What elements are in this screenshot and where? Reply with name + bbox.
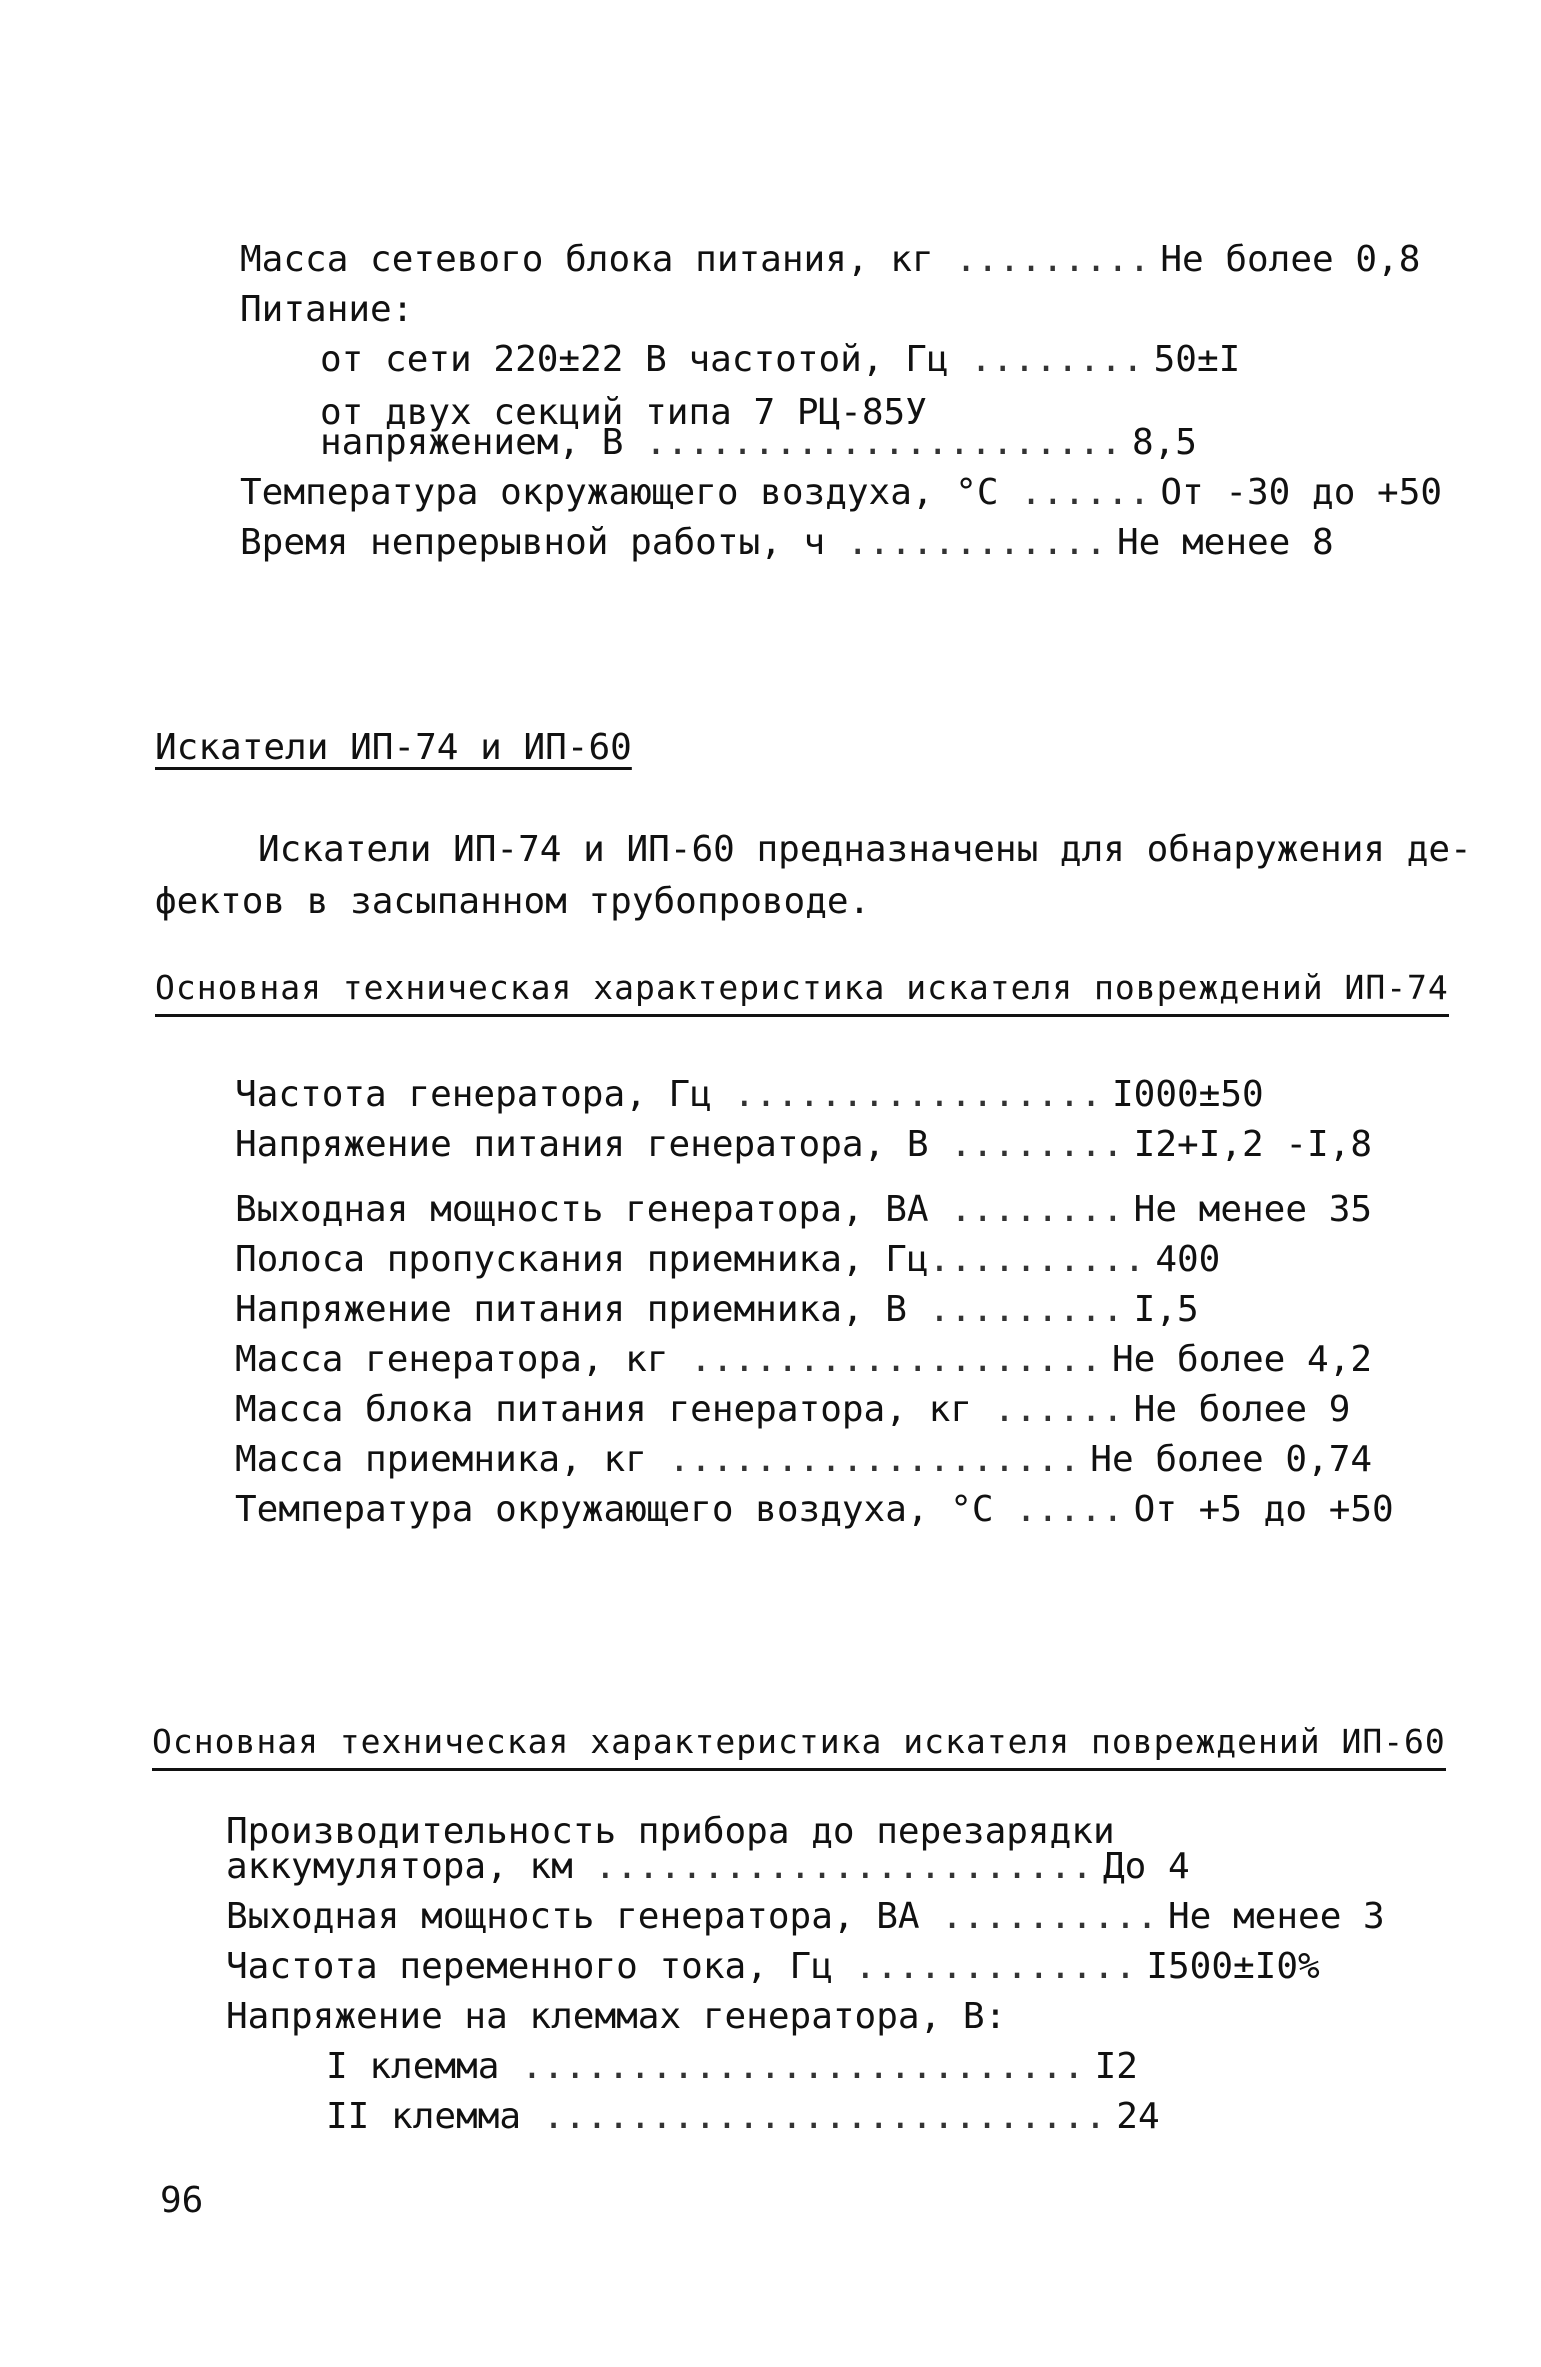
spec-label: Питание:: [240, 289, 414, 330]
spec-row: [320, 340, 1240, 380]
dot-leader: .................: [711, 1075, 1102, 1115]
spec-row: [226, 1897, 1385, 1937]
spec-value: 50±I: [1153, 339, 1241, 380]
spec-row: [235, 1240, 1220, 1280]
dot-leader: ........: [928, 1190, 1124, 1230]
ip74-heading: Основная техническая характеристика искателя повреждений ИП-74: [155, 968, 1449, 1017]
spec-row: [326, 2047, 1138, 2087]
spec-row: [235, 1390, 1350, 1430]
spec-label: Масса приемника, кг: [235, 1439, 647, 1480]
spec-value: Не более 0,8: [1160, 239, 1421, 280]
paragraph-line: Искатели ИП-74 и ИП-60 предназначены для обнаружения де-: [258, 829, 1472, 870]
spec-value: I2+I,2 -I,8: [1133, 1124, 1373, 1165]
dot-leader: ........: [928, 1125, 1124, 1165]
paragraph-line: фектов в засыпанном трубопроводе.: [155, 881, 871, 922]
spec-value: Не более 0,74: [1090, 1439, 1373, 1480]
spec-value: Не менее 35: [1133, 1189, 1373, 1230]
spec-label: Частота генератора, Гц: [235, 1074, 712, 1115]
spec-label: Частота переменного тока, Гц: [226, 1946, 833, 1987]
dot-leader: ......: [998, 473, 1151, 513]
dot-leader: ......................: [623, 423, 1122, 463]
spec-label: Напряжение питания генератора, В: [235, 1124, 929, 1165]
spec-label: от сети 220±22 В частотой, Гц: [320, 339, 949, 380]
ip60-heading: Основная техническая характеристика искателя повреждений ИП-60: [152, 1722, 1446, 1771]
dot-leader: ...................: [646, 1440, 1081, 1480]
spec-label: Выходная мощность генератора, ВА: [226, 1896, 920, 1937]
spec-label: Напряжение питания приемника, В: [235, 1289, 907, 1330]
spec-value: Не более 4,2: [1111, 1339, 1373, 1380]
spec-value: От +5 до +50: [1133, 1489, 1394, 1530]
dot-leader: .............: [832, 1947, 1137, 1987]
spec-label: I клемма: [326, 2046, 500, 2087]
spec-label: Время непрерывной работы, ч: [240, 522, 826, 563]
dot-leader: ..........................: [499, 2047, 1085, 2087]
spec-value: I2: [1094, 2046, 1138, 2087]
spec-label: II клемма: [326, 2096, 522, 2137]
dot-leader: ......: [971, 1390, 1124, 1430]
dot-leader: ........: [948, 340, 1144, 380]
spec-label: от двух секций типа 7 РЦ-85У: [320, 392, 927, 433]
spec-value: I500±I0%: [1146, 1946, 1320, 1987]
spec-label: Температура окружающего воздуха, °С: [240, 472, 999, 513]
spec-label: Напряжение на клеммах генератора, В:: [226, 1996, 1007, 2037]
dot-leader: .......................: [572, 1847, 1093, 1887]
spec-value: Не более 9: [1133, 1389, 1351, 1430]
spec-value: Не менее 3: [1167, 1896, 1385, 1937]
spec-value: До 4: [1102, 1846, 1190, 1887]
spec-row: [226, 1947, 1320, 1987]
spec-row: [320, 423, 1197, 463]
spec-row: [226, 1847, 1190, 1887]
dot-leader: ...................: [668, 1340, 1102, 1380]
spec-label: напряжением, В: [320, 422, 624, 463]
spec-label: Производительность прибора до перезарядки: [226, 1811, 1115, 1852]
spec-label: Масса генератора, кг: [235, 1339, 669, 1380]
spec-row: [240, 523, 1334, 563]
spec-row: [326, 2097, 1160, 2137]
spec-label: Температура окружающего воздуха, °С: [235, 1489, 994, 1530]
spec-label: Полоса пропускания приемника, Гц: [235, 1239, 929, 1280]
spec-row: [235, 1190, 1372, 1230]
dot-leader: .....: [993, 1490, 1124, 1530]
spec-value: От -30 до +50: [1160, 472, 1443, 513]
spec-value: 400: [1155, 1239, 1221, 1280]
spec-row: [235, 1440, 1372, 1480]
spec-value: I,5: [1133, 1289, 1199, 1330]
spec-row: [235, 1340, 1372, 1380]
spec-row: [240, 240, 1420, 280]
spec-label: аккумулятора, км: [226, 1846, 573, 1887]
page-number: 96: [160, 2180, 204, 2221]
dot-leader: ............: [825, 523, 1107, 563]
dot-leader: ..........................: [521, 2097, 1107, 2137]
dot-leader: ..........: [928, 1240, 1146, 1280]
spec-row: [235, 1075, 1264, 1115]
section-title: Искатели ИП-74 и ИП-60: [155, 727, 632, 768]
dot-leader: ..........: [919, 1897, 1158, 1937]
spec-row: [235, 1290, 1199, 1330]
spec-label: Масса сетевого блока питания, кг: [240, 239, 934, 280]
spec-label: Выходная мощность генератора, ВА: [235, 1189, 929, 1230]
spec-label: Масса блока питания генератора, кг: [235, 1389, 972, 1430]
spec-row: [235, 1490, 1394, 1530]
dot-leader: .........: [906, 1290, 1124, 1330]
spec-row: [235, 1125, 1372, 1165]
spec-value: 8,5: [1131, 422, 1197, 463]
spec-row: [240, 473, 1442, 513]
spec-value: 24: [1116, 2096, 1160, 2137]
spec-value: Не менее 8: [1116, 522, 1334, 563]
spec-value: I000±50: [1111, 1074, 1264, 1115]
dot-leader: .........: [933, 240, 1151, 280]
